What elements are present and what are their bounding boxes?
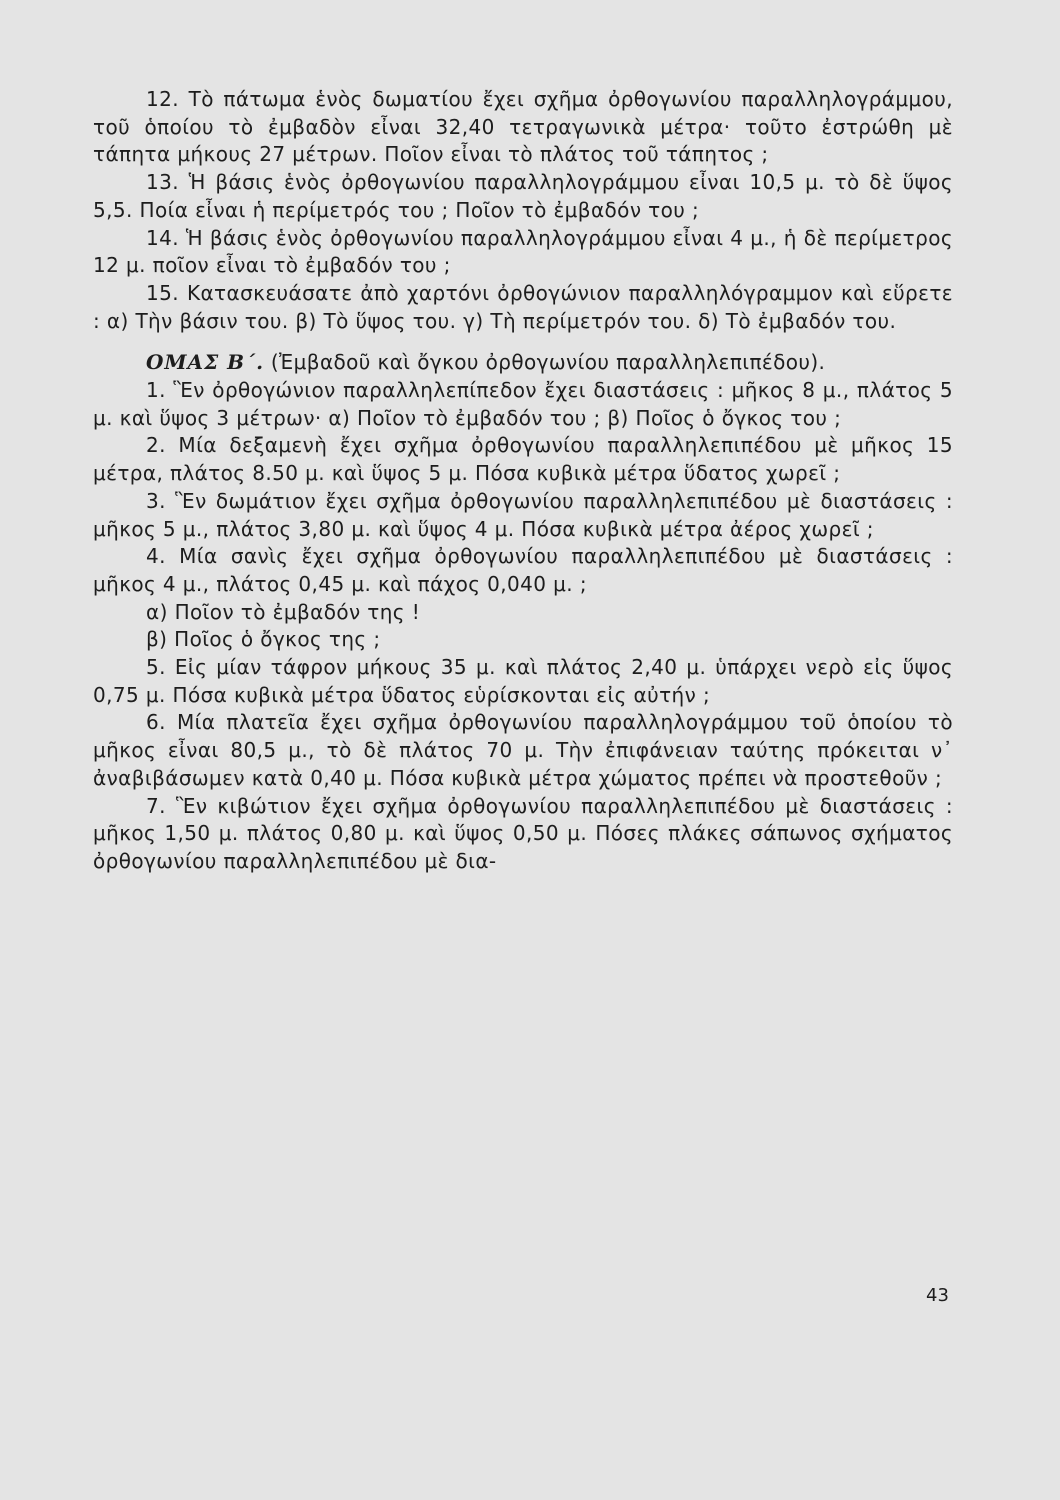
exercise-b1	[93, 377, 953, 432]
section-heading	[93, 349, 953, 377]
exercise-b4	[93, 543, 953, 598]
exercise-text: Ποῖος ὁ ὄγκος της ;	[174, 627, 381, 652]
exercise-number: β)	[146, 627, 168, 652]
exercise-number: 2.	[146, 433, 166, 458]
exercise-14	[93, 225, 953, 280]
section-subtitle: (Ἐμβαδοῦ καὶ ὄγκου ὀρθογωνίου παραλληλεπιπέδου).	[270, 350, 826, 375]
page-number: 43	[926, 1285, 949, 1306]
exercise-number: 5.	[146, 655, 166, 680]
exercise-text: Μία πλατεῖα ἔχει σχῆμα ὀρθογωνίου παραλληλογράμμου τοῦ ὁποίου τὸ μῆκος εἶναι 80,5 μ., τὸ δὲ πλάτος 70 μ. Τὴν ἐπιφάνειαν ταύτης πρόκειται ν᾽ ἀναβιβάσωμεν κατὰ 0,40 μ. Πόσα κυβικὰ μέτρα χώματος πρέπει νὰ προστεθοῦν ;	[93, 710, 954, 790]
exercise-number: α)	[146, 599, 168, 624]
exercise-number: 3.	[146, 488, 166, 513]
exercise-text: Μία σανὶς ἔχει σχῆμα ὀρθογωνίου παραλληλεπιπέδου μὲ διαστάσεις : μῆκος 4 μ., πλάτος 0,45 μ. καὶ πάχος 0,040 μ. ;	[93, 544, 953, 596]
exercise-number: 6.	[146, 710, 166, 735]
exercise-15	[93, 280, 953, 335]
exercise-number: 13.	[146, 170, 180, 195]
exercise-b7	[93, 793, 953, 876]
exercise-text: Ἡ βάσις ἑνὸς ὀρθογωνίου παραλληλογράμμου εἶναι 10,5 μ. τὸ δὲ ὕψος 5,5. Ποία εἶναι ἡ περίμετρός του ; Ποῖον τὸ ἐμβαδόν του ;	[93, 170, 953, 222]
exercise-text: Κατασκευάσατε ἀπὸ χαρτόνι ὀρθογώνιον παραλληλόγραμμον καὶ εὕρετε : α) Τὴν βάσιν του. β) Τὸ ὕψος του. γ) Τὴ περίμετρόν του. δ) Τὸ ἐμβαδόν του.	[93, 280, 953, 333]
exercise-number: 14.	[146, 225, 180, 250]
exercise-b2	[93, 432, 953, 487]
page-text	[93, 86, 953, 876]
exercise-b3	[93, 488, 953, 543]
exercise-text: Ποῖον τὸ ἐμβαδόν της !	[174, 599, 421, 624]
exercise-b6	[93, 709, 953, 792]
exercise-12	[93, 86, 953, 169]
exercise-text: Μία δεξαμενὴ ἔχει σχῆμα ὀρθογωνίου παραλληλεπιπέδου μὲ μῆκος 15 μέτρα, πλάτος 8.50 μ. καὶ ὕψος 5 μ. Πόσα κυβικὰ μέτρα ὕδατος χωρεῖ ;	[93, 433, 953, 486]
exercise-number: 15.	[146, 280, 180, 305]
exercise-b4-part-a	[93, 599, 953, 627]
exercise-b4-part-b	[93, 626, 953, 654]
exercise-13	[93, 169, 953, 224]
exercise-b5	[93, 654, 953, 709]
exercise-text: Ἓν κιβώτιον ἔχει σχῆμα ὀρθογωνίου παραλληλεπιπέδου μὲ διαστάσεις : μῆκος 1,50 μ. πλάτος 0,80 μ. καὶ ὕψος 0,50 μ. Πόσες πλάκες σάπωνος σχήματος ὀρθογωνίου παραλληλεπιπέδου μὲ δια-	[93, 793, 953, 873]
exercise-number: 1.	[146, 378, 166, 403]
exercise-number: 4.	[146, 544, 166, 569]
exercise-text: Ἓν δωμάτιον ἔχει σχῆμα ὀρθογωνίου παραλληλεπιπέδου μὲ διαστάσεις : μῆκος 5 μ., πλάτος 3,80 μ. καὶ ὕψος 4 μ. Πόσα κυβικὰ μέτρα ἀέρος χωρεῖ ;	[93, 488, 953, 541]
exercise-text: Τὸ πάτωμα ἑνὸς δωματίου ἔχει σχῆμα ὀρθογωνίου παραλληλογράμμου, τοῦ ὁποίου τὸ ἐμβαδὸν εἶναι 32,40 τετραγωνικὰ μέτρα· τοῦτο ἐστρώθη μὲ τάπητα μήκους 27 μέτρων. Ποῖον εἶναι τὸ πλάτος τοῦ τάπητος ;	[93, 87, 954, 167]
exercise-text: Ἡ βάσις ἑνὸς ὀρθογωνίου παραλληλογράμμου εἶναι 4 μ., ἡ δὲ περίμετρος 12 μ. ποῖον εἶναι τὸ ἐμβαδόν του ;	[93, 225, 953, 278]
exercise-number: 12.	[146, 87, 180, 111]
exercise-number: 7.	[146, 793, 166, 818]
section-title: ΟΜΑΣ Β΄.	[146, 350, 265, 375]
exercise-text: Ἓν ὀρθογώνιον παραλληλεπίπεδον ἔχει διαστάσεις : μῆκος 8 μ., πλάτος 5 μ. καὶ ὕψος 3 μέτρων· α) Ποῖον τὸ ἐμβαδόν του ; β) Ποῖος ὁ ὄγκος του ;	[93, 378, 953, 430]
exercise-text: Εἰς μίαν τάφρον μήκους 35 μ. καὶ πλάτος 2,40 μ. ὑπάρχει νερὸ εἰς ὕψος 0,75 μ. Πόσα κυβικὰ μέτρα ὕδατος εὑρίσκονται εἰς αὐτήν ;	[93, 655, 953, 707]
